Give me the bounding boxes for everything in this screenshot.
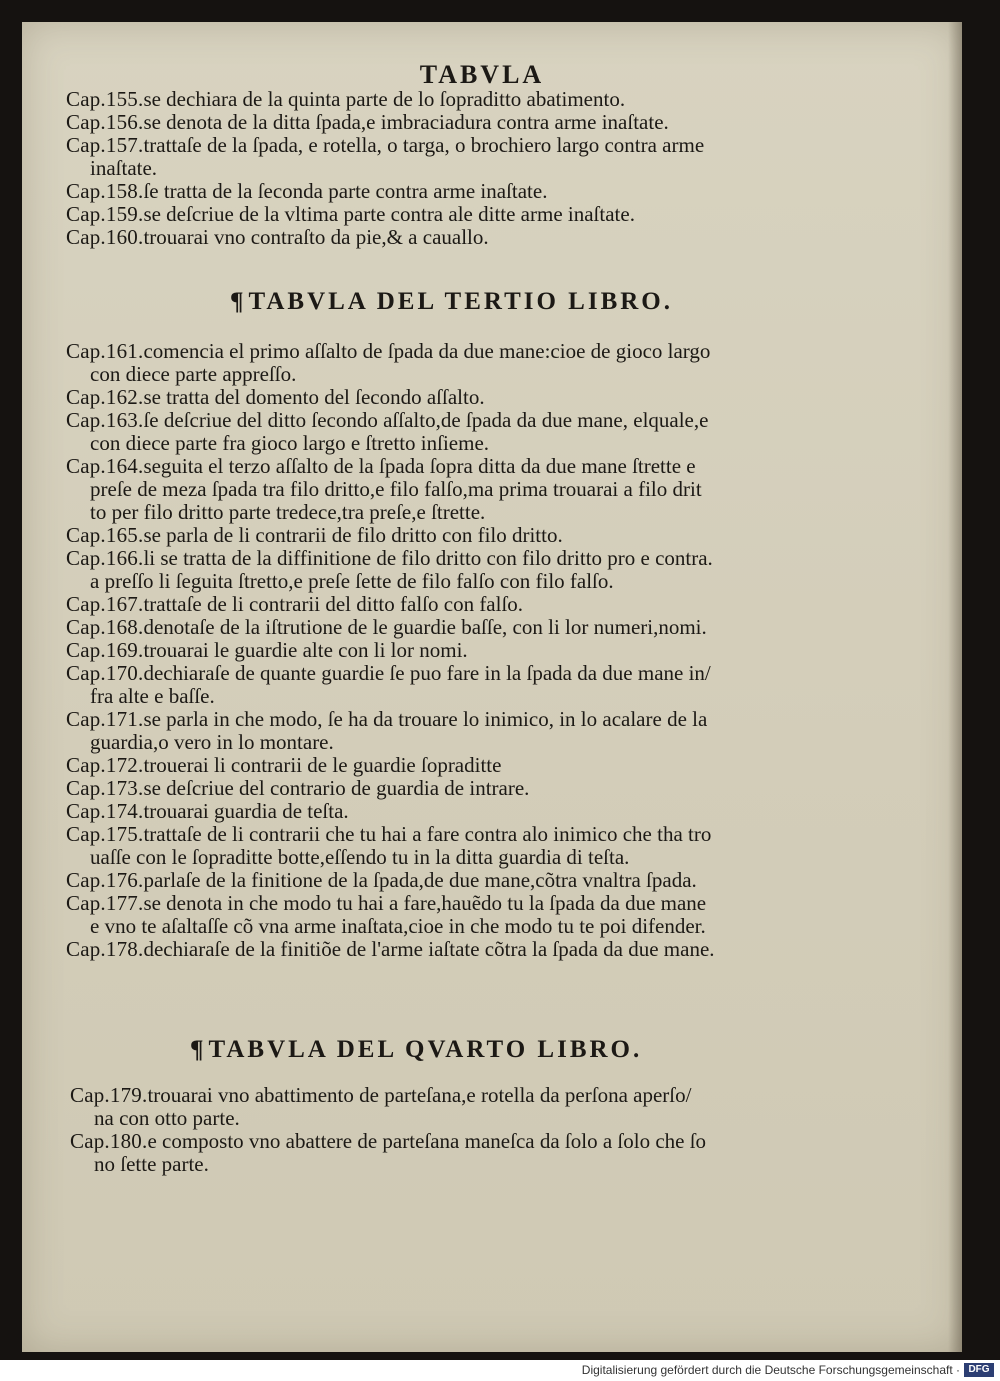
cap-number: Cap.158.: [66, 179, 144, 203]
cap-number: Cap.168.: [66, 615, 144, 639]
entry-continuation: a preſſo li ſeguita ſtretto,e preſe ſette de filo falſo con filo falſo.: [90, 569, 614, 593]
heading-tertio-libro: [230, 288, 673, 316]
entry-178: [66, 938, 946, 961]
cap-number: Cap.157.: [66, 133, 144, 157]
entry-175: [66, 823, 946, 869]
entry-text: seguita el terzo aſſalto de la ſpada ſopra ditta da due mane ſtrette e: [143, 454, 696, 478]
cap-number: Cap.160.: [66, 225, 144, 249]
cap-number: Cap.155.: [66, 87, 144, 111]
cap-number: Cap.163.: [66, 408, 144, 432]
entry-158: [66, 180, 946, 203]
cap-number: Cap.165.: [66, 523, 144, 547]
entry-156: [66, 111, 946, 134]
entry-179: [70, 1084, 946, 1130]
entry-161: [66, 340, 946, 386]
entry-text: li se tratta de la diffinitione de filo dritto con filo dritto pro e contra.: [143, 546, 713, 570]
cap-number: Cap.177.: [66, 891, 144, 915]
entry-174: [66, 800, 946, 823]
cap-number: Cap.169.: [66, 638, 144, 662]
entry-text: dechiaraſe de la finitiõe de l'arme iaſtate cõtra la ſpada da due mane.: [143, 937, 715, 961]
quarto-entries: [70, 1084, 946, 1176]
entry-text: trouarai guardia de teſta.: [143, 799, 349, 823]
entry-text: se denota in che modo tu hai a fare,hauẽdo tu la ſpada da due mane: [143, 891, 707, 915]
entry-text: trouarai vno contraſto da pie,& a cauallo.: [143, 225, 489, 249]
cap-number: Cap.164.: [66, 454, 144, 478]
entry-text: trouarai le guardie alte con li lor nomi.: [143, 638, 468, 662]
cap-number: Cap.156.: [66, 110, 144, 134]
entry-text: se tratta del domento del ſecondo aſſalto.: [143, 385, 485, 409]
entry-text: ſe tratta de la ſeconda parte contra arme inaſtate.: [143, 179, 548, 203]
entry-continuation: no ſette parte.: [94, 1152, 209, 1176]
entry-159: [66, 203, 946, 226]
book-page: [22, 22, 962, 1352]
entry-text: trouerai li contrarii de le guardie ſopraditte: [143, 753, 502, 777]
entry-continuation: e vno te aſaltaſſe cõ vna arme inaſtata,cioe in che modo tu te poi difender.: [90, 914, 706, 938]
terzo-entries: [66, 340, 946, 961]
cap-number: Cap.167.: [66, 592, 144, 616]
cap-number: Cap.180.: [70, 1129, 148, 1153]
entry-text: se denota de la ditta ſpada,e imbraciadura contra arme inaſtate.: [143, 110, 669, 134]
entry-176: [66, 869, 946, 892]
entry-continuation: uaſſe con le ſopraditte botte,eſſendo tu in la ditta guardia di teſta.: [90, 845, 630, 869]
cap-number: Cap.161.: [66, 339, 144, 363]
page-edge-shadow: [948, 22, 962, 1352]
entry-173: [66, 777, 946, 800]
entry-continuation: guardia,o vero in lo montare.: [90, 730, 334, 754]
entry-text: se deſcriue del contrario de guardia de intrare.: [143, 776, 530, 800]
entry-162: [66, 386, 946, 409]
entry-continuation: con diece parte appreſſo.: [90, 362, 297, 386]
entry-text: se deſcriue de la vltima parte contra ale ditte arme inaſtate.: [143, 202, 635, 226]
cap-number: Cap.172.: [66, 753, 144, 777]
entry-continuation: preſe de meza ſpada tra filo dritto,e filo falſo,ma prima trouarai a filo drit: [90, 477, 702, 501]
entry-text: trattaſe de li contrarii del ditto falſo con falſo.: [143, 592, 524, 616]
entry-text: se parla de li contrarii de filo dritto con filo dritto.: [143, 523, 563, 547]
entry-text: comencia el primo aſſalto de ſpada da due mane:cioe de gioco largo: [143, 339, 711, 363]
cap-number: Cap.174.: [66, 799, 144, 823]
entry-continuation: fra alte e baſſe.: [90, 684, 215, 708]
entry-165: [66, 524, 946, 547]
cap-number: Cap.173.: [66, 776, 144, 800]
entry-169: [66, 639, 946, 662]
entry-text: trattaſe de li contrarii che tu hai a fare contra alo inimico che tha tro: [143, 822, 712, 846]
cap-number: Cap.176.: [66, 868, 144, 892]
entry-160: [66, 226, 946, 249]
entry-168: [66, 616, 946, 639]
pilcrow-icon: ¶: [230, 288, 247, 315]
cap-number: Cap.175.: [66, 822, 144, 846]
entry-continuation: na con otto parte.: [94, 1106, 240, 1130]
entry-180: [70, 1130, 946, 1176]
entry-continuation: con diece parte fra gioco largo e ſtretto inſieme.: [90, 431, 490, 455]
entry-text: dechiaraſe de quante guardie ſe puo fare in la ſpada da due mane in/: [143, 661, 711, 685]
footer-bar: [0, 1360, 1000, 1381]
entry-continuation: inaſtate.: [90, 156, 158, 180]
entry-text: trouarai vno abattimento de parteſana,e rotella da perſona aperſo/: [147, 1083, 692, 1107]
top-entries: [66, 88, 946, 249]
entry-167: [66, 593, 946, 616]
heading-text: TABVLA DEL QVARTO LIBRO.: [208, 1036, 643, 1063]
cap-number: Cap.162.: [66, 385, 144, 409]
entry-171: [66, 708, 946, 754]
cap-number: Cap.178.: [66, 937, 144, 961]
cap-number: Cap.171.: [66, 707, 144, 731]
entry-text: trattaſe de la ſpada, e rotella, o targa, o brochiero largo contra arme: [143, 133, 705, 157]
entry-163: [66, 409, 946, 455]
entry-157: [66, 134, 946, 180]
entry-177: [66, 892, 946, 938]
entry-166: [66, 547, 946, 593]
funding-notice: Digitalisierung gefördert durch die Deutsche Forschungsgemeinschaft ·: [581, 1363, 960, 1377]
cap-number: Cap.159.: [66, 202, 144, 226]
entry-text: denotaſe de la iſtrutione de le guardie baſſe, con li lor numeri,nomi.: [143, 615, 707, 639]
entry-172: [66, 754, 946, 777]
entry-text: se dechiara de la quinta parte de lo ſopraditto abatimento.: [143, 87, 626, 111]
entry-text: e composto vno abattere de parteſana maneſca da ſolo a ſolo che ſo: [147, 1129, 707, 1153]
entry-text: ſe deſcriue del ditto ſecondo aſſalto,de ſpada da due mane, elquale,e: [143, 408, 709, 432]
heading-quarto-libro: [190, 1036, 642, 1064]
heading-text: TABVLA DEL TERTIO LIBRO.: [248, 288, 673, 315]
entry-164: [66, 455, 946, 524]
dfg-logo: DFG: [964, 1363, 994, 1377]
entry-text: se parla in che modo, ſe ha da trouare lo inimico, in lo acalare de la: [143, 707, 708, 731]
entry-155: [66, 88, 946, 111]
cap-number: Cap.179.: [70, 1083, 148, 1107]
pilcrow-icon: ¶: [190, 1036, 207, 1063]
entry-170: [66, 662, 946, 708]
entry-text: parlaſe de la finitione de la ſpada,de due mane,cõtra vnaltra ſpada.: [143, 868, 697, 892]
entry-continuation: to per filo dritto parte tredece,tra preſe,e ſtrette.: [90, 500, 486, 524]
cap-number: Cap.166.: [66, 546, 144, 570]
cap-number: Cap.170.: [66, 661, 144, 685]
running-head: TABVLA: [419, 60, 545, 89]
